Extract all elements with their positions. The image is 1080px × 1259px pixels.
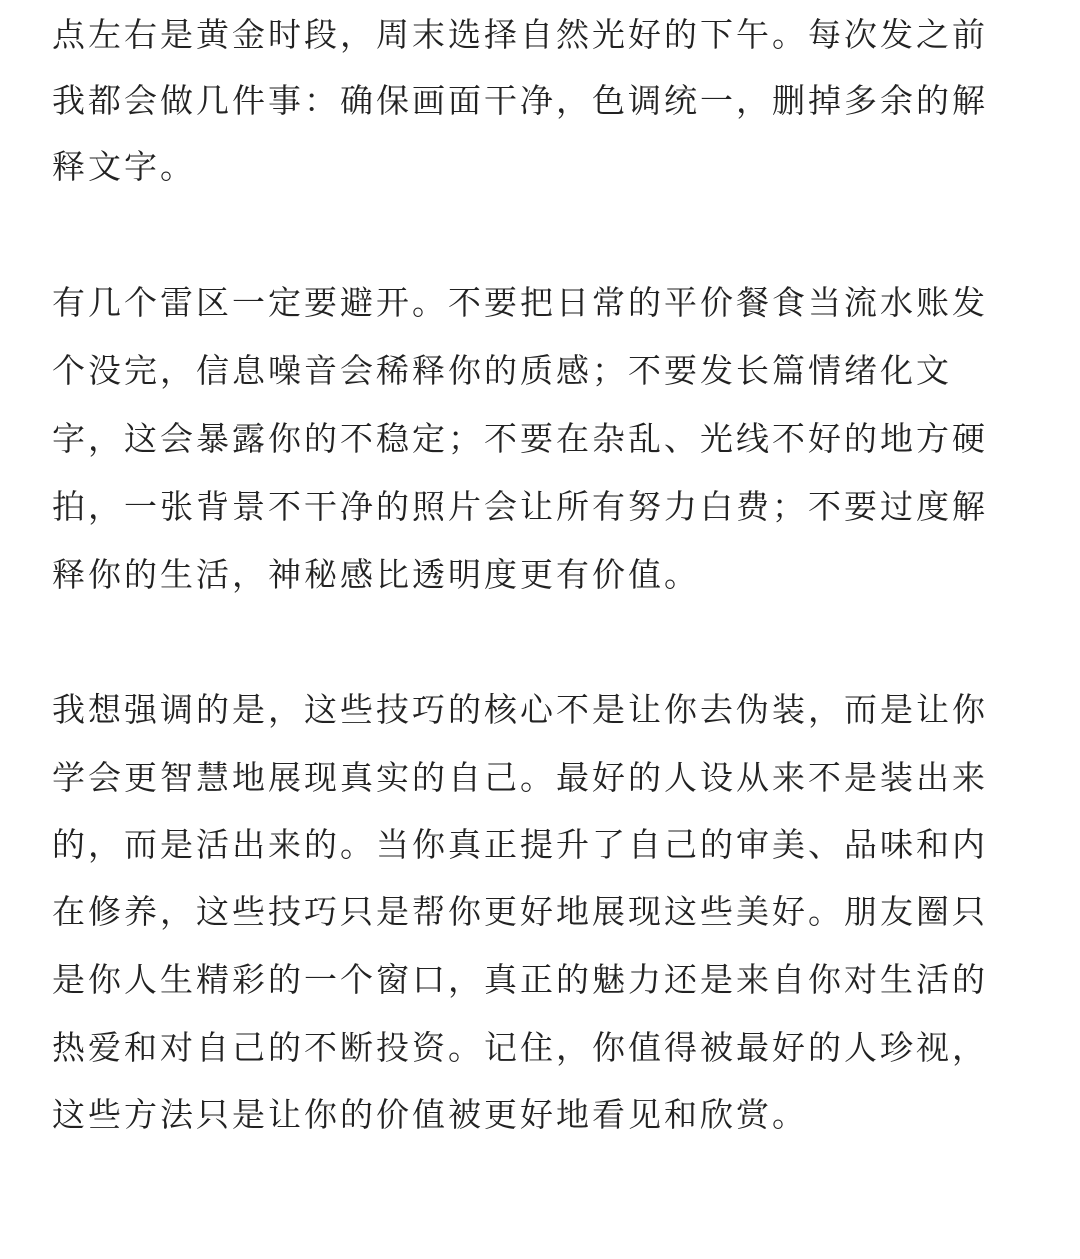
- text-line: 是你人生精彩的一个窗口，真正的魅力还是来自你对生活的: [52, 960, 988, 999]
- text-line: 我想强调的是，这些技巧的核心不是让你去伪装，而是让你: [52, 690, 988, 729]
- text-line: 我都会做几件事：确保画面干净，色调统一，删掉多余的解: [52, 81, 988, 120]
- text-line: 的，而是活出来的。当你真正提升了自己的审美、品味和内: [52, 825, 988, 864]
- text-line: 在修养，这些技巧只是帮你更好地展现这些美好。朋友圈只: [52, 892, 988, 931]
- text-line: 释你的生活，神秘感比透明度更有价值。: [52, 555, 700, 594]
- text-line: 释文字。: [52, 147, 196, 186]
- text-line: 有几个雷区一定要避开。不要把日常的平价餐食当流水账发: [52, 283, 988, 322]
- text-line: 字，这会暴露你的不稳定；不要在杂乱、光线不好的地方硬: [52, 419, 988, 458]
- text-line: 拍，一张背景不干净的照片会让所有努力白费；不要过度解: [52, 487, 988, 526]
- text-line: 个没完，信息噪音会稀释你的质感；不要发长篇情绪化文: [52, 351, 952, 390]
- text-line: 点左右是黄金时段，周末选择自然光好的下午。每次发之前: [52, 15, 988, 54]
- text-line: 这些方法只是让你的价值被更好地看见和欣赏。: [52, 1095, 808, 1134]
- text-line: 热爱和对自己的不断投资。记住，你值得被最好的人珍视，: [52, 1028, 988, 1067]
- text-line: 学会更智慧地展现真实的自己。最好的人设从来不是装出来: [52, 758, 988, 797]
